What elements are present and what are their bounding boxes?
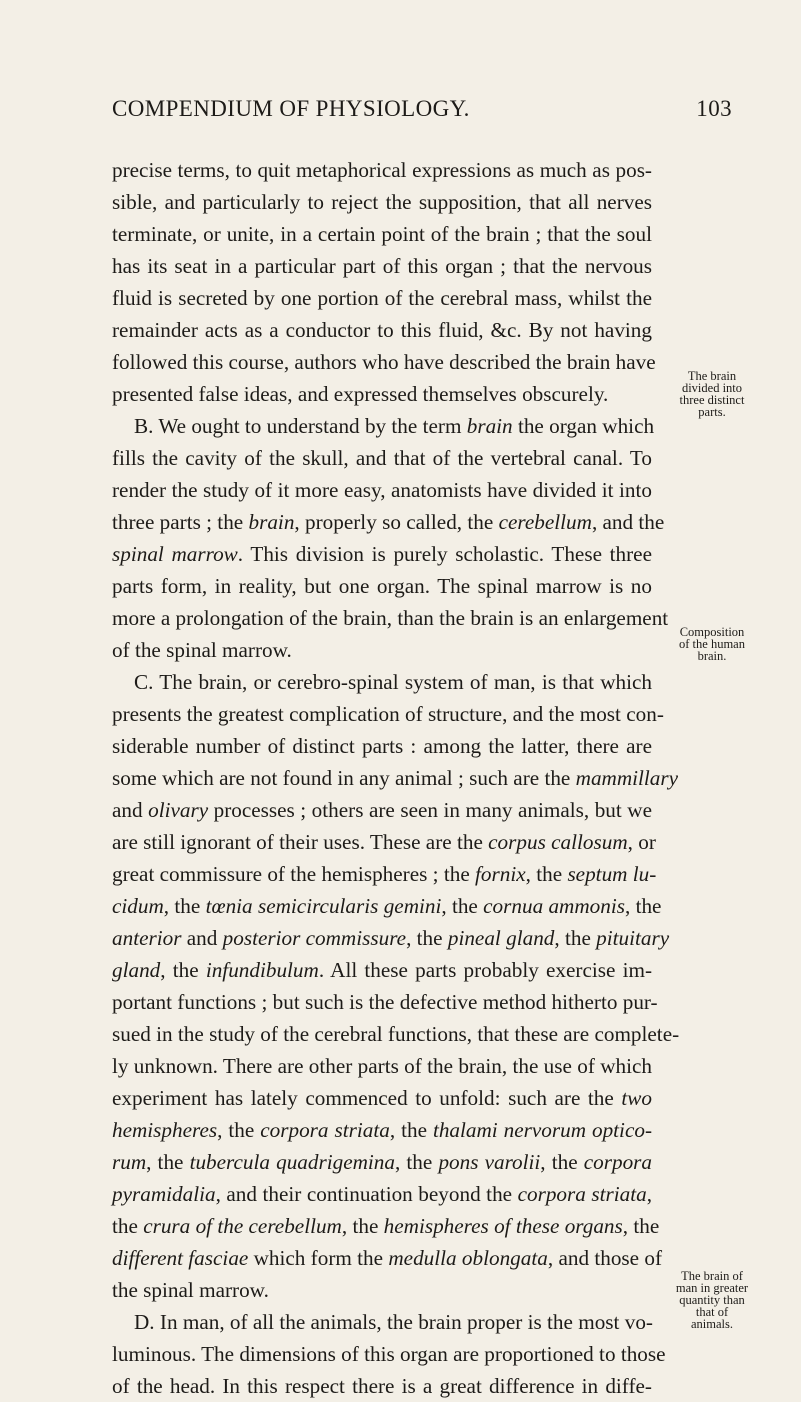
text-line: D. In man, of all the animals, the brain proper is the most vo- (134, 1310, 653, 1334)
text-line: C. The brain, or cerebro-spinal system of man, is that which (134, 670, 652, 694)
text-line: presents the greatest complication of structure, and the most con- (112, 702, 664, 726)
text-line: experiment has lately commenced to unfold: such are the two (112, 1086, 652, 1110)
margin-note-brain-parts: The brain divided into three distinct parts. (679, 369, 745, 419)
text-line: hemispheres, the corpora striata, the thalami nervorum optico- (112, 1118, 652, 1142)
text-line: gland, the infundibulum. All these parts probably exercise im- (112, 958, 653, 982)
text-line: rum, the tubercula quadrigemina, the pons varolii, the corpora (112, 1150, 653, 1174)
text-line: B. We ought to understand by the term brain the organ which (134, 414, 655, 438)
text-line: of the spinal marrow. (112, 638, 292, 662)
text-line: portant functions ; but such is the defective method hitherto pur- (112, 990, 658, 1014)
text-line: parts form, in reality, but one organ. The spinal marrow is no (112, 574, 652, 598)
text-line: great commissure of the hemispheres ; the fornix, the septum lu- (112, 862, 657, 886)
text-line: the crura of the cerebellum, the hemispheres of these organs, the (112, 1214, 660, 1238)
text-line: of the head. In this respect there is a great difference in diffe- (112, 1374, 652, 1398)
margin-note-composition: Composition of the human brain. (679, 625, 745, 663)
text-line: terminate, or unite, in a certain point of the brain ; that the soul (112, 222, 652, 246)
body-text (112, 154, 680, 1402)
text-line: some which are not found in any animal ; such are the mammillary (112, 766, 679, 790)
text-line: fills the cavity of the skull, and that of the vertebral canal. To (112, 446, 652, 470)
text-line: and olivary processes ; others are seen in many animals, but we (112, 798, 652, 822)
text-line: luminous. The dimensions of this organ are proportioned to those (112, 1342, 666, 1366)
text-line: the spinal marrow. (112, 1278, 269, 1302)
text-line: sible, and particularly to reject the supposition, that all nerves (112, 190, 652, 214)
text-line: sued in the study of the cerebral functions, that these are complete- (112, 1022, 680, 1046)
text-line: has its seat in a particular part of this organ ; that the nervous (112, 254, 652, 278)
text-line: presented false ideas, and expressed themselves obscurely. (112, 382, 609, 406)
margin-note-brain-quantity: The brain of man in greater quantity than that of animals. (675, 1269, 749, 1331)
text-line: three parts ; the brain, properly so called, the cerebellum, and the (112, 510, 665, 534)
text-line: render the study of it more easy, anatomists have divided it into (112, 478, 652, 502)
text-line: remainder acts as a conductor to this fluid, &c. By not having (112, 318, 652, 342)
text-line: pyramidalia, and their continuation beyond the corpora striata, (112, 1182, 652, 1206)
text-line: siderable number of distinct parts : among the latter, there are (112, 734, 652, 758)
text-line: fluid is secreted by one portion of the cerebral mass, whilst the (112, 286, 652, 310)
text-line: precise terms, to quit metaphorical expressions as much as pos- (112, 158, 652, 182)
text-line: followed this course, authors who have described the brain have (112, 350, 656, 374)
text-line: more a prolongation of the brain, than the brain is an enlargement (112, 606, 669, 630)
text-line: ly unknown. There are other parts of the brain, the use of which (112, 1054, 652, 1078)
text-line: spinal marrow. This division is purely scholastic. These three (112, 542, 652, 566)
page-number: 103 (696, 96, 732, 121)
text-line: cidum, the tœnia semicircularis gemini, the cornua ammonis, the (112, 894, 662, 918)
text-line: are still ignorant of their uses. These are the corpus callosum, or (112, 830, 656, 854)
text-line: different fasciae which form the medulla oblongata, and those of (112, 1246, 663, 1270)
running-title: COMPENDIUM OF PHYSIOLOGY. (112, 96, 470, 121)
text-line: anterior and posterior commissure, the pineal gland, the pituitary (112, 926, 670, 950)
